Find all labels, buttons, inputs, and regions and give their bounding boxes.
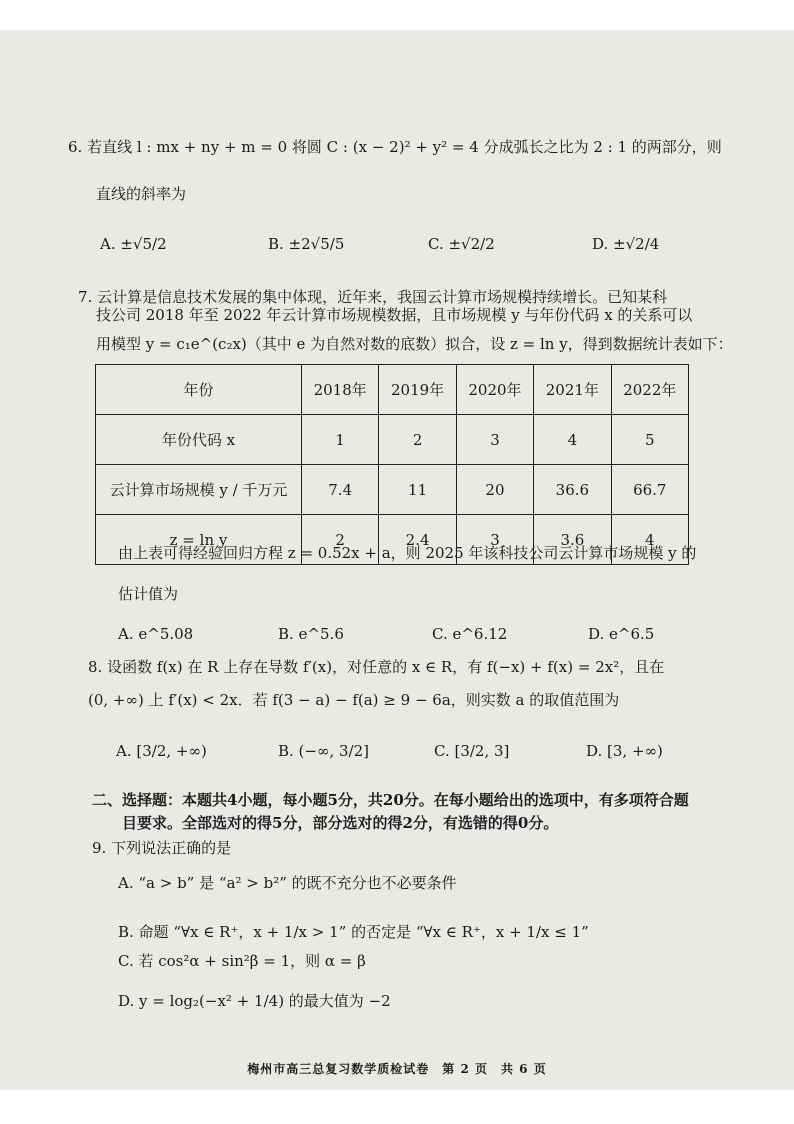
- table-cell: 7.4: [302, 465, 379, 515]
- q6-option-b: B. ±2√5/5: [268, 235, 345, 253]
- table-cell: 3: [456, 515, 533, 565]
- table-header-cell: 2021年: [534, 365, 611, 415]
- q7-stem-line1: 7. 云计算是信息技术发展的集中体现，近年来，我国云计算市场规模持续增长。已知某科: [78, 288, 668, 306]
- table-cell: 3.6: [534, 515, 611, 565]
- table-header-cell: 2019年: [379, 365, 456, 415]
- table-row: [96, 465, 689, 515]
- q8-option-d: D. [3, +∞): [586, 742, 663, 760]
- table-cell: 36.6: [534, 465, 611, 515]
- table-header-cell: 2020年: [456, 365, 533, 415]
- q6-option-c: C. ±√2/2: [428, 235, 495, 253]
- table-header-cell: 年份: [96, 365, 302, 415]
- table-header-cell: 2018年: [302, 365, 379, 415]
- data-table: [95, 364, 689, 565]
- q9-option-d: D. y = log₂(−x² + 1/4) 的最大值为 −2: [118, 992, 391, 1010]
- q8-option-a: A. [3/2, +∞): [116, 742, 207, 760]
- q9-option-a: A. “a > b” 是 “a² > b²” 的既不充分也不必要条件: [118, 874, 457, 892]
- q7-stem-line4: 由上表可得经验回归方程 z = 0.52x + a，则 2025 年该科技公司云计算市场规模 y 的: [118, 544, 697, 562]
- table-cell: 20: [456, 465, 533, 515]
- q6-option-d: D. ±√2/4: [592, 235, 660, 253]
- q8-stem-line2: (0, +∞) 上 f′(x) < 2x．若 f(3 − a) − f(a) ≥ 9 − 6a，则实数 a 的取值范围为: [88, 691, 620, 709]
- table-row: [96, 365, 689, 415]
- table-cell: 2: [379, 415, 456, 465]
- table-cell: 云计算市场规模 y / 千万元: [96, 465, 302, 515]
- q8-option-b: B. (−∞, 3/2]: [278, 742, 370, 760]
- table-cell: 3: [456, 415, 533, 465]
- table-row: [96, 415, 689, 465]
- table-cell: 1: [302, 415, 379, 465]
- table-cell: 4: [611, 515, 688, 565]
- table-cell: 2: [302, 515, 379, 565]
- q7-option-c: C. e^6.12: [432, 625, 508, 643]
- page-footer: 梅州市高三总复习数学质检试卷 第 2 页 共 6 页: [247, 1062, 547, 1076]
- q9-stem: 9. 下列说法正确的是: [92, 839, 232, 857]
- q7-stem-line2: 技公司 2018 年至 2022 年云计算市场规模数据，且市场规模 y 与年份代码 x 的关系可以: [96, 306, 693, 324]
- table-cell: 11: [379, 465, 456, 515]
- q6-stem-line1: 6. 若直线 l : mx + ny + m = 0 将圆 C : (x − 2)² + y² = 4 分成弧长之比为 2 : 1 的两部分，则: [68, 138, 722, 156]
- table-header-cell: 2022年: [611, 365, 688, 415]
- table-cell: 年份代码 x: [96, 415, 302, 465]
- q7-option-b: B. e^5.6: [278, 625, 344, 643]
- table-cell: 2.4: [379, 515, 456, 565]
- q6-option-a: A. ±√5/2: [100, 235, 167, 253]
- table-cell: 4: [534, 415, 611, 465]
- q6-stem-line2: 直线的斜率为: [96, 185, 187, 203]
- q7-option-d: D. e^6.5: [588, 625, 655, 643]
- q9-option-b: B. 命题 “∀x ∈ R⁺，x + 1/x > 1” 的否定是 “∀x ∈ R⁺，x + 1/x ≤ 1”: [118, 923, 589, 941]
- table-cell: 5: [611, 415, 688, 465]
- q8-option-c: C. [3/2, 3]: [434, 742, 510, 760]
- section-2-heading-line1: 二、选择题：本题共4小题，每小题5分，共20分。在每小题给出的选项中，有多项符合题: [92, 791, 689, 809]
- q9-option-c: C. 若 cos²α + sin²β = 1，则 α = β: [118, 952, 366, 970]
- table-cell: z = ln y: [96, 515, 302, 565]
- q7-stem-line3: 用模型 y = c₁e^(c₂x)（其中 e 为自然对数的底数）拟合，设 z = ln y，得到数据统计表如下：: [96, 335, 733, 353]
- q7-stem-line5: 估计值为: [118, 585, 179, 603]
- q8-stem-line1: 8. 设函数 f(x) 在 R 上存在导数 f′(x)，对任意的 x ∈ R，有 f(−x) + f(x) = 2x²，且在: [88, 658, 665, 676]
- section-2-heading-line2: 目要求。全部选对的得5分，部分选对的得2分，有选错的得0分。: [122, 814, 559, 832]
- exam-page: [0, 30, 794, 1090]
- q7-option-a: A. e^5.08: [118, 625, 194, 643]
- table-cell: 66.7: [611, 465, 688, 515]
